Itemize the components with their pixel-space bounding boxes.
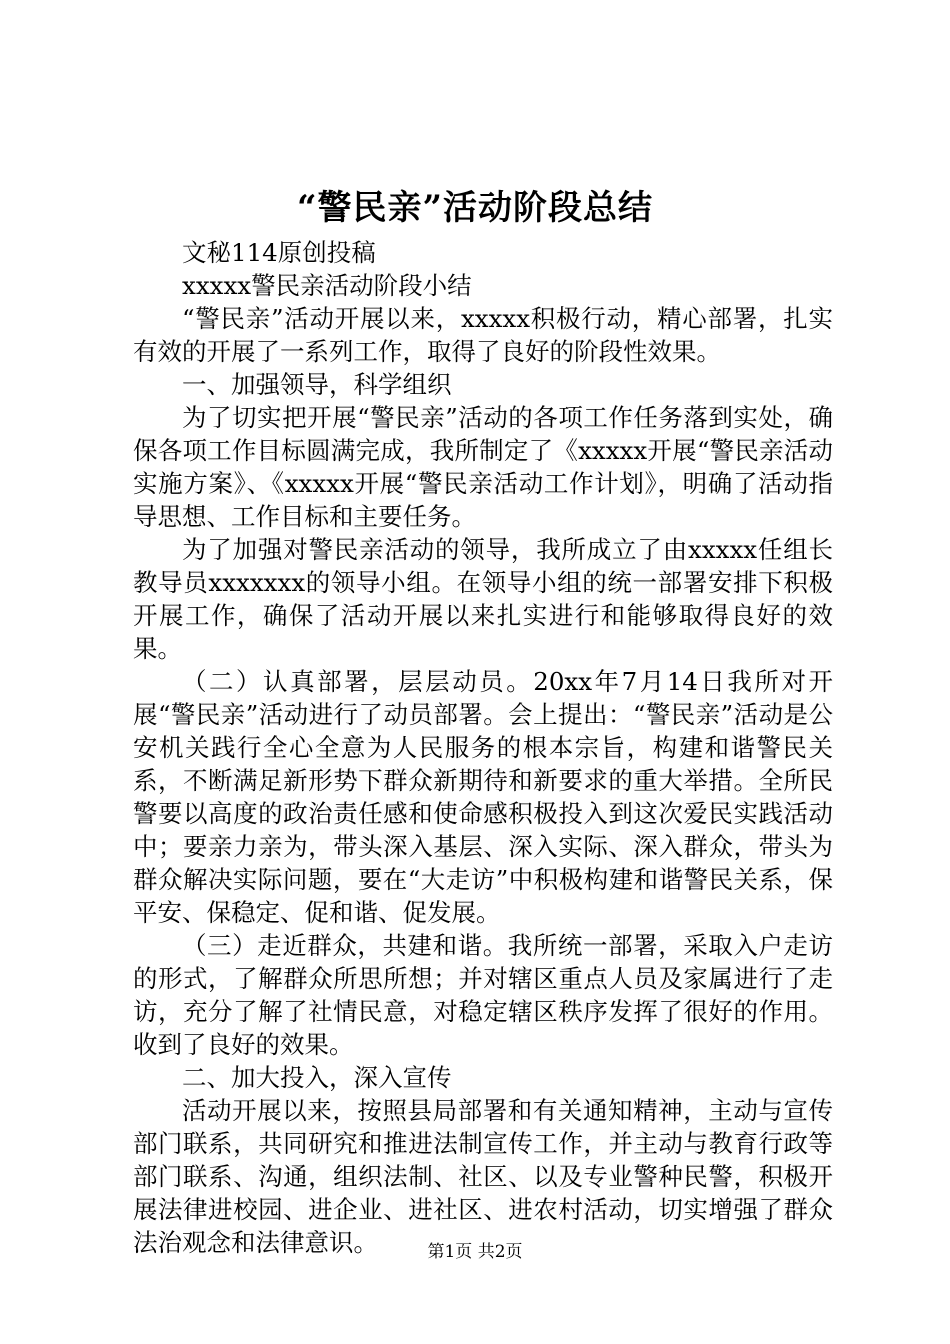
paragraph-intro: “警民亲”活动开展以来，xxxxx积极行动，精心部署，扎实有效的开展了一系列工作，取得了良好的阶段性效果。: [133, 304, 833, 366]
paragraph: （三）走近群众，共建和谐。我所统一部署，采取入户走访的形式，了解群众所思所想；并对辖区重点人员及家属进行了走访，充分了解了社情民意，对稳定辖区秩序发挥了很好的作用。收到了良好的效果。: [133, 931, 833, 1059]
paragraph: 为了加强对警民亲活动的领导，我所成立了由xxxxx任组长教导员xxxxxxx的领导小组。在领导小组的统一部署安排下积极开展工作，确保了活动开展以来扎实进行和能够取得良好的效果。: [133, 535, 833, 663]
section-heading-1: 一、加强领导，科学组织: [182, 370, 452, 399]
section-heading-2: 二、加大投入，深入宣传: [182, 1063, 452, 1092]
paragraph: 活动开展以来，按照县局部署和有关通知精神，主动与宣传部门联系，共同研究和推进法制宣传工作，并主动与教育行政等部门联系、沟通，组织法制、社区、以及专业警种民警，积极开展法律进校园、进企业、进社区、进农村活动，切实增强了群众法治观念和法律意识。: [133, 1096, 833, 1257]
document-body: [133, 236, 833, 1259]
page-footer: 第1页 共2页: [427, 1242, 523, 1262]
paragraph: 为了切实把开展“警民亲”活动的各项工作任务落到实处，确保各项工作目标圆满完成，我所制定了《xxxxx开展“警民亲活动实施方案》、《xxxxx开展“警民亲活动工作计划》，明确了活动指导思想、工作目标和主要任务。: [133, 403, 833, 531]
paragraph-subtitle: xxxxx警民亲活动阶段小结: [182, 271, 472, 300]
document-title: “警民亲”活动阶段总结: [296, 188, 654, 228]
paragraph: （二）认真部署，层层动员。20xx年7月14日我所对开展“警民亲”活动进行了动员部署。会上提出：“警民亲”活动是公安机关践行全心全意为人民服务的根本宗旨，构建和谐警民关系，不断满足新形势下群众新期待和新要求的重大举措。全所民警要以高度的政治责任感和使命感积极投入到这次爱民实践活动中；要亲力亲为，带头深入基层、深入实际、深入群众，带头为群众解决实际问题，要在“大走访”中积极构建和谐警民关系，保平安、保稳定、促和谐、促发展。: [133, 667, 833, 927]
paragraph-source: 文秘114原创投稿: [182, 238, 376, 267]
